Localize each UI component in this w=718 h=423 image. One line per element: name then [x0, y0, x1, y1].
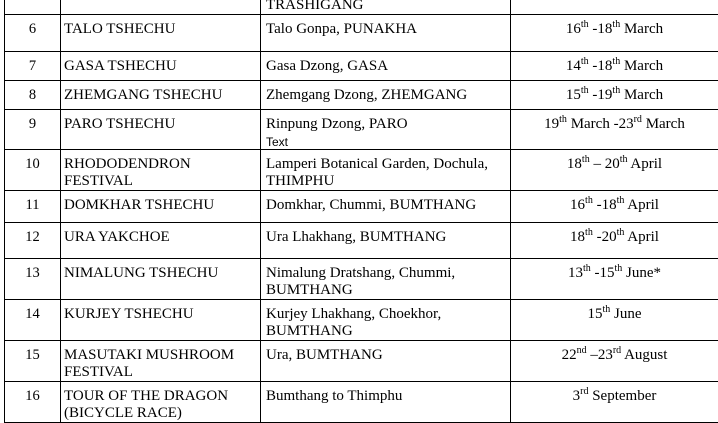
date-separator: -: [591, 265, 600, 281]
date-start-suffix: th: [585, 195, 593, 206]
row-number: 16: [5, 382, 61, 423]
date-end-day: 18: [597, 21, 612, 37]
table-row: [5, 81, 718, 110]
date-end-day: 23: [598, 347, 613, 363]
table-row: [5, 0, 718, 15]
date-end-suffix: th: [612, 19, 620, 30]
table-row: [5, 15, 718, 52]
date-month: April: [627, 156, 662, 172]
date-start-suffix: th: [581, 56, 589, 67]
date-separator: -: [589, 87, 598, 103]
date-start-suffix: th: [583, 263, 591, 274]
date-separator: –: [587, 347, 598, 363]
date-month: March: [620, 58, 663, 74]
venue-text: Zhemgang Dzong, ZHEMGANG: [266, 87, 467, 103]
date-separator: September: [588, 388, 656, 404]
date-start-day: 18: [570, 229, 585, 245]
date-end-day: 19: [597, 87, 612, 103]
event-name: KURJEY TSHECHU: [61, 300, 261, 341]
date-month: April: [624, 229, 659, 245]
event-date: [511, 15, 718, 52]
event-date: [511, 110, 718, 150]
event-date: [511, 81, 718, 110]
date-start-suffix: rd: [580, 386, 588, 397]
venue-text: TRASHIGANG: [266, 0, 364, 13]
date-start-suffix: th: [581, 85, 589, 96]
date-start-suffix: th: [585, 227, 593, 238]
event-venue: [261, 191, 511, 223]
event-date: [511, 191, 718, 223]
date-separator: March -: [567, 116, 619, 132]
event-name: TOUR OF THE DRAGON (BICYCLE RACE): [61, 382, 261, 423]
venue-text: Ura, BUMTHANG: [266, 347, 383, 363]
event-venue: [261, 300, 511, 341]
date-start-suffix: nd: [577, 345, 587, 356]
venue-text: Nimalung Dratshang, Chummi, BUMTHANG: [266, 265, 455, 298]
date-separator: June: [610, 306, 641, 322]
date-start-suffix: th: [602, 304, 610, 315]
date-start-suffix: th: [582, 154, 590, 165]
venue-text: Talo Gonpa, PUNAKHA: [266, 21, 417, 37]
date-separator: -: [589, 21, 598, 37]
row-number: 15: [5, 341, 61, 382]
table-row: [5, 259, 718, 300]
row-number: 14: [5, 300, 61, 341]
event-date: [511, 150, 718, 191]
row-number: [5, 0, 61, 15]
event-name: MASUTAKI MUSHROOM FESTIVAL: [61, 341, 261, 382]
event-name: DOMKHAR TSHECHU: [61, 191, 261, 223]
venue-text: Gasa Dzong, GASA: [266, 58, 388, 74]
row-number: 12: [5, 223, 61, 259]
event-venue: [261, 15, 511, 52]
date-separator: -: [589, 58, 598, 74]
row-number: 8: [5, 81, 61, 110]
date-end-suffix: th: [617, 195, 625, 206]
venue-text: Ura Lhakhang, BUMTHANG: [266, 229, 446, 245]
venue-text: Rinpung Dzong, PARO: [266, 116, 408, 132]
event-name: NIMALUNG TSHECHU: [61, 259, 261, 300]
date-month: March: [620, 21, 663, 37]
date-end-day: 15: [600, 265, 615, 281]
row-number: 10: [5, 150, 61, 191]
date-end-suffix: rd: [634, 114, 642, 125]
table-row: [5, 300, 718, 341]
date-separator: -: [593, 197, 602, 213]
date-end-day: 20: [605, 156, 620, 172]
festival-table-body: [5, 0, 718, 423]
venue-text: Kurjey Lhakhang, Choekhor, BUMTHANG: [266, 306, 441, 339]
event-date: [511, 52, 718, 81]
date-end-suffix: th: [620, 154, 628, 165]
date-end-suffix: th: [615, 263, 623, 274]
date-month: March: [642, 116, 685, 132]
date-month: March: [620, 87, 663, 103]
date-start-suffix: th: [581, 19, 589, 30]
event-name: RHODODENDRON FESTIVAL: [61, 150, 261, 191]
table-row: [5, 382, 718, 423]
event-name: [61, 0, 261, 15]
date-end-suffix: th: [612, 85, 620, 96]
date-start-day: 16: [566, 21, 581, 37]
row-number: 11: [5, 191, 61, 223]
event-venue: [261, 341, 511, 382]
date-month: June*: [622, 265, 661, 281]
date-separator: -: [593, 229, 602, 245]
venue-text: Lamperi Botanical Garden, Dochula, THIMPHU: [266, 156, 488, 189]
row-number: 9: [5, 110, 61, 150]
date-end-day: 18: [602, 197, 617, 213]
date-start-day: 22: [562, 347, 577, 363]
date-separator: –: [590, 156, 605, 172]
date-start-day: 16: [570, 197, 585, 213]
venue-text: Bumthang to Thimphu: [266, 388, 402, 404]
table-row: [5, 150, 718, 191]
event-venue: [261, 150, 511, 191]
event-name: ZHEMGANG TSHECHU: [61, 81, 261, 110]
date-end-suffix: th: [612, 56, 620, 67]
table-row: [5, 52, 718, 81]
festival-table: [4, 0, 718, 423]
event-name: TALO TSHECHU: [61, 15, 261, 52]
date-start-suffix: th: [559, 114, 567, 125]
date-month: August: [621, 347, 667, 363]
date-end-suffix: rd: [613, 345, 621, 356]
event-venue: [261, 81, 511, 110]
table-row: [5, 223, 718, 259]
row-number: 7: [5, 52, 61, 81]
date-start-day: 15: [566, 87, 581, 103]
event-venue: [261, 110, 511, 150]
venue-note: Text: [266, 135, 506, 149]
date-start-day: 14: [566, 58, 581, 74]
date-start-day: 3: [573, 388, 581, 404]
date-start-day: 15: [587, 306, 602, 322]
event-date: [511, 300, 718, 341]
date-end-day: 20: [602, 229, 617, 245]
event-name: GASA TSHECHU: [61, 52, 261, 81]
table-row: [5, 191, 718, 223]
event-venue: [261, 52, 511, 81]
date-start-day: 18: [567, 156, 582, 172]
row-number: 13: [5, 259, 61, 300]
date-month: April: [624, 197, 659, 213]
event-name: PARO TSHECHU: [61, 110, 261, 150]
event-date: [511, 259, 718, 300]
event-date: [511, 223, 718, 259]
event-date: [511, 382, 718, 423]
date-end-day: 18: [597, 58, 612, 74]
row-number: 6: [5, 15, 61, 52]
table-row: [5, 341, 718, 382]
table-row: [5, 110, 718, 150]
event-name: URA YAKCHOE: [61, 223, 261, 259]
date-start-day: 19: [544, 116, 559, 132]
venue-text: Domkhar, Chummi, BUMTHANG: [266, 197, 476, 213]
event-venue: [261, 223, 511, 259]
event-venue: [261, 259, 511, 300]
event-date: [511, 0, 718, 15]
date-start-day: 13: [568, 265, 583, 281]
event-venue: [261, 382, 511, 423]
date-end-day: 23: [619, 116, 634, 132]
event-venue: [261, 0, 511, 15]
date-end-suffix: th: [617, 227, 625, 238]
event-date: [511, 341, 718, 382]
